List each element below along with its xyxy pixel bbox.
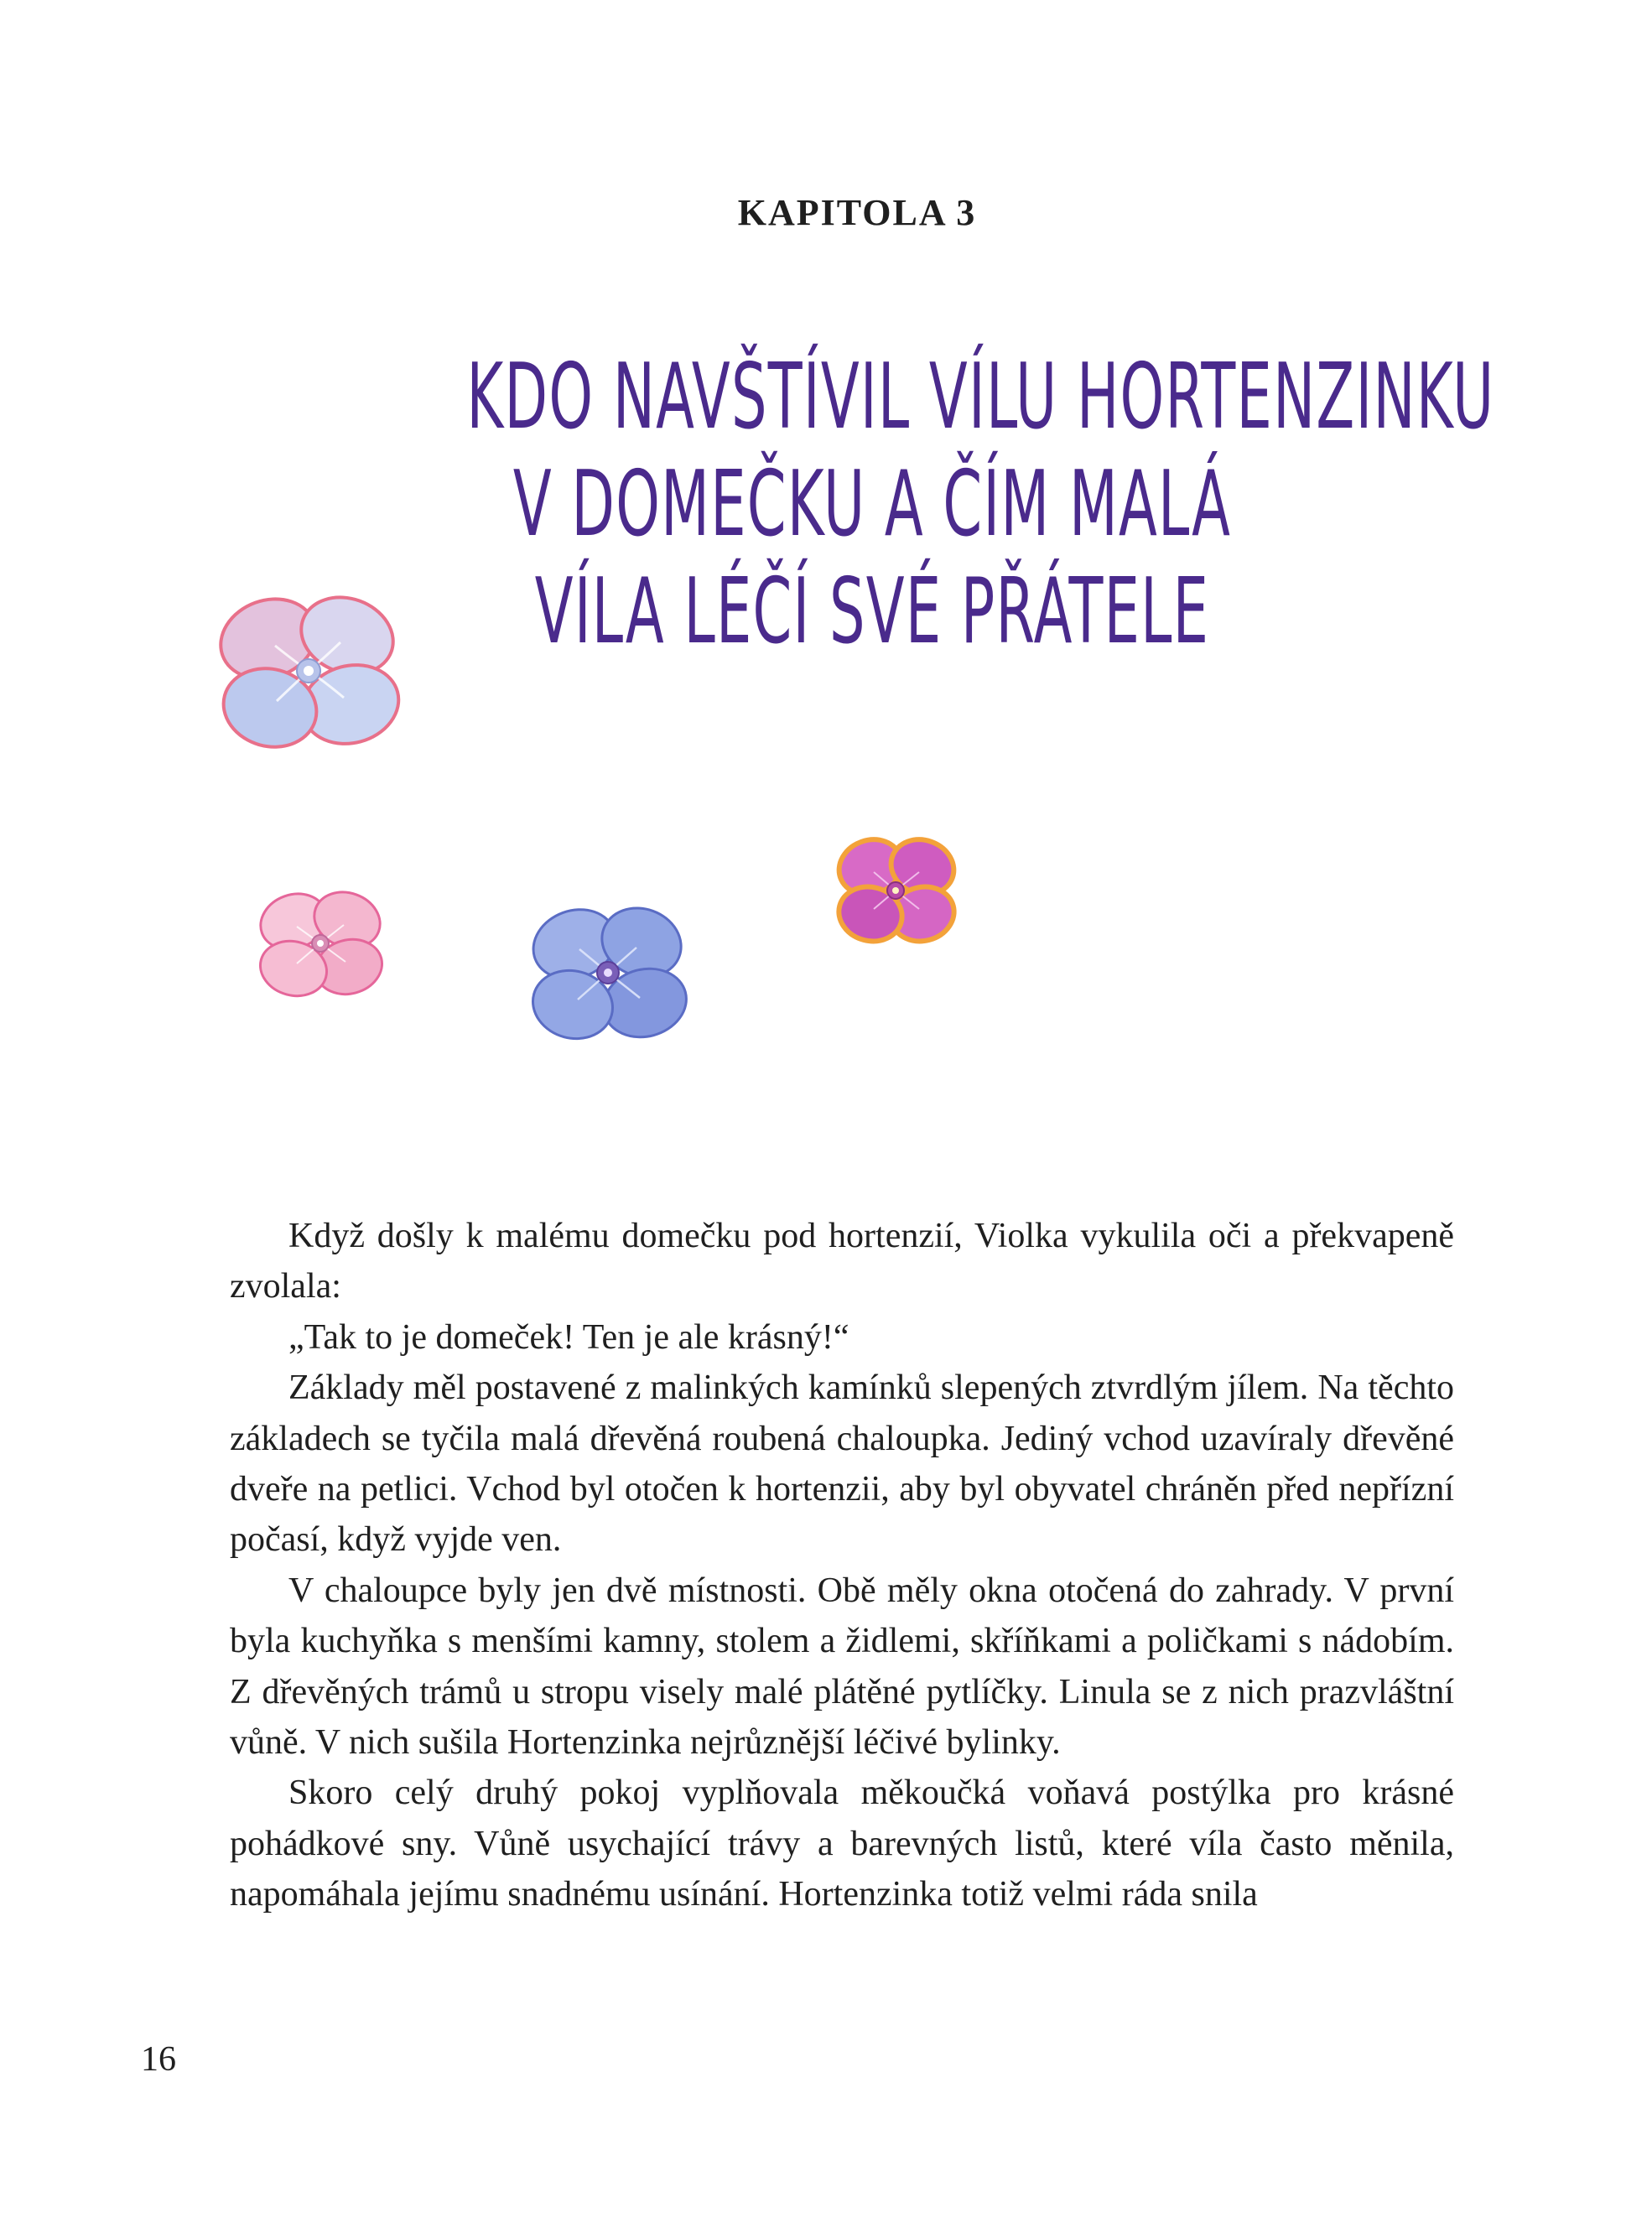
paragraph-2: „Tak to je domeček! Ten je ale krásný!“ — [288, 1317, 849, 1357]
chapter-title-line-3: VÍLA LÉČÍ SVÉ PŘÁTELE — [534, 559, 1210, 664]
paragraph-1: Když došly k malému domečku pod hortenzií, Violka vykulila oči a překvapeně zvolala: — [230, 1217, 1454, 1306]
paragraph-5: Skoro celý druhý pokoj vyplňovala měkoučká voňavá postýlka pro krásné pohádkové sny. Vůně usychající trávy a barevných listů, které víla často měnila, napomáhala jejímu snadnému usínání. Hortenzinka totiž velmi ráda snila — [230, 1774, 1454, 1914]
hydrangea-flower-magenta-icon — [827, 828, 964, 953]
hydrangea-flower-pink-icon — [253, 880, 387, 1006]
chapter-title-line-2: V DOMEČKU A ČÍM MALÁ — [512, 452, 1232, 557]
chapter-title-line-1: KDO NAVŠTÍVIL VÍLU HORTENZINKU — [466, 345, 1495, 449]
hydrangea-flower-blue-icon — [524, 897, 692, 1048]
chapter-body — [230, 1211, 1454, 1920]
chapter-label: KAPITOLA 3 — [737, 192, 977, 233]
hydrangea-flower-light-blue-icon — [215, 587, 403, 755]
paragraph-4: V chaloupce byly jen dvě místnosti. Obě měly okna otočená do zahrady. V první byla kuchyňka s menšími kamny, stolem a židlemi, skříňkami a poličkami s nádobím. Z dřevěných trámů u stropu visely malé plátěné pytlíčky. Linula se z nich prazvláštní vůně. V nich sušila Hortenzinka nejrůznější léčivé bylinky. — [230, 1571, 1454, 1763]
chapter-title — [218, 344, 1526, 666]
page-number: 16 — [141, 2040, 176, 2079]
paragraph-3: Základy měl postavené z malinkých kamínků slepených ztvrdlým jílem. Na těchto základech se tyčila malá dřevěná roubená chaloupka. Jediný vchod uzavíraly dřevěné dveře na petlici. Vchod byl otočen k hortenzii, aby byl obyvatel chráněn před nepřízní počasí, když vyjde ven. — [230, 1368, 1454, 1560]
